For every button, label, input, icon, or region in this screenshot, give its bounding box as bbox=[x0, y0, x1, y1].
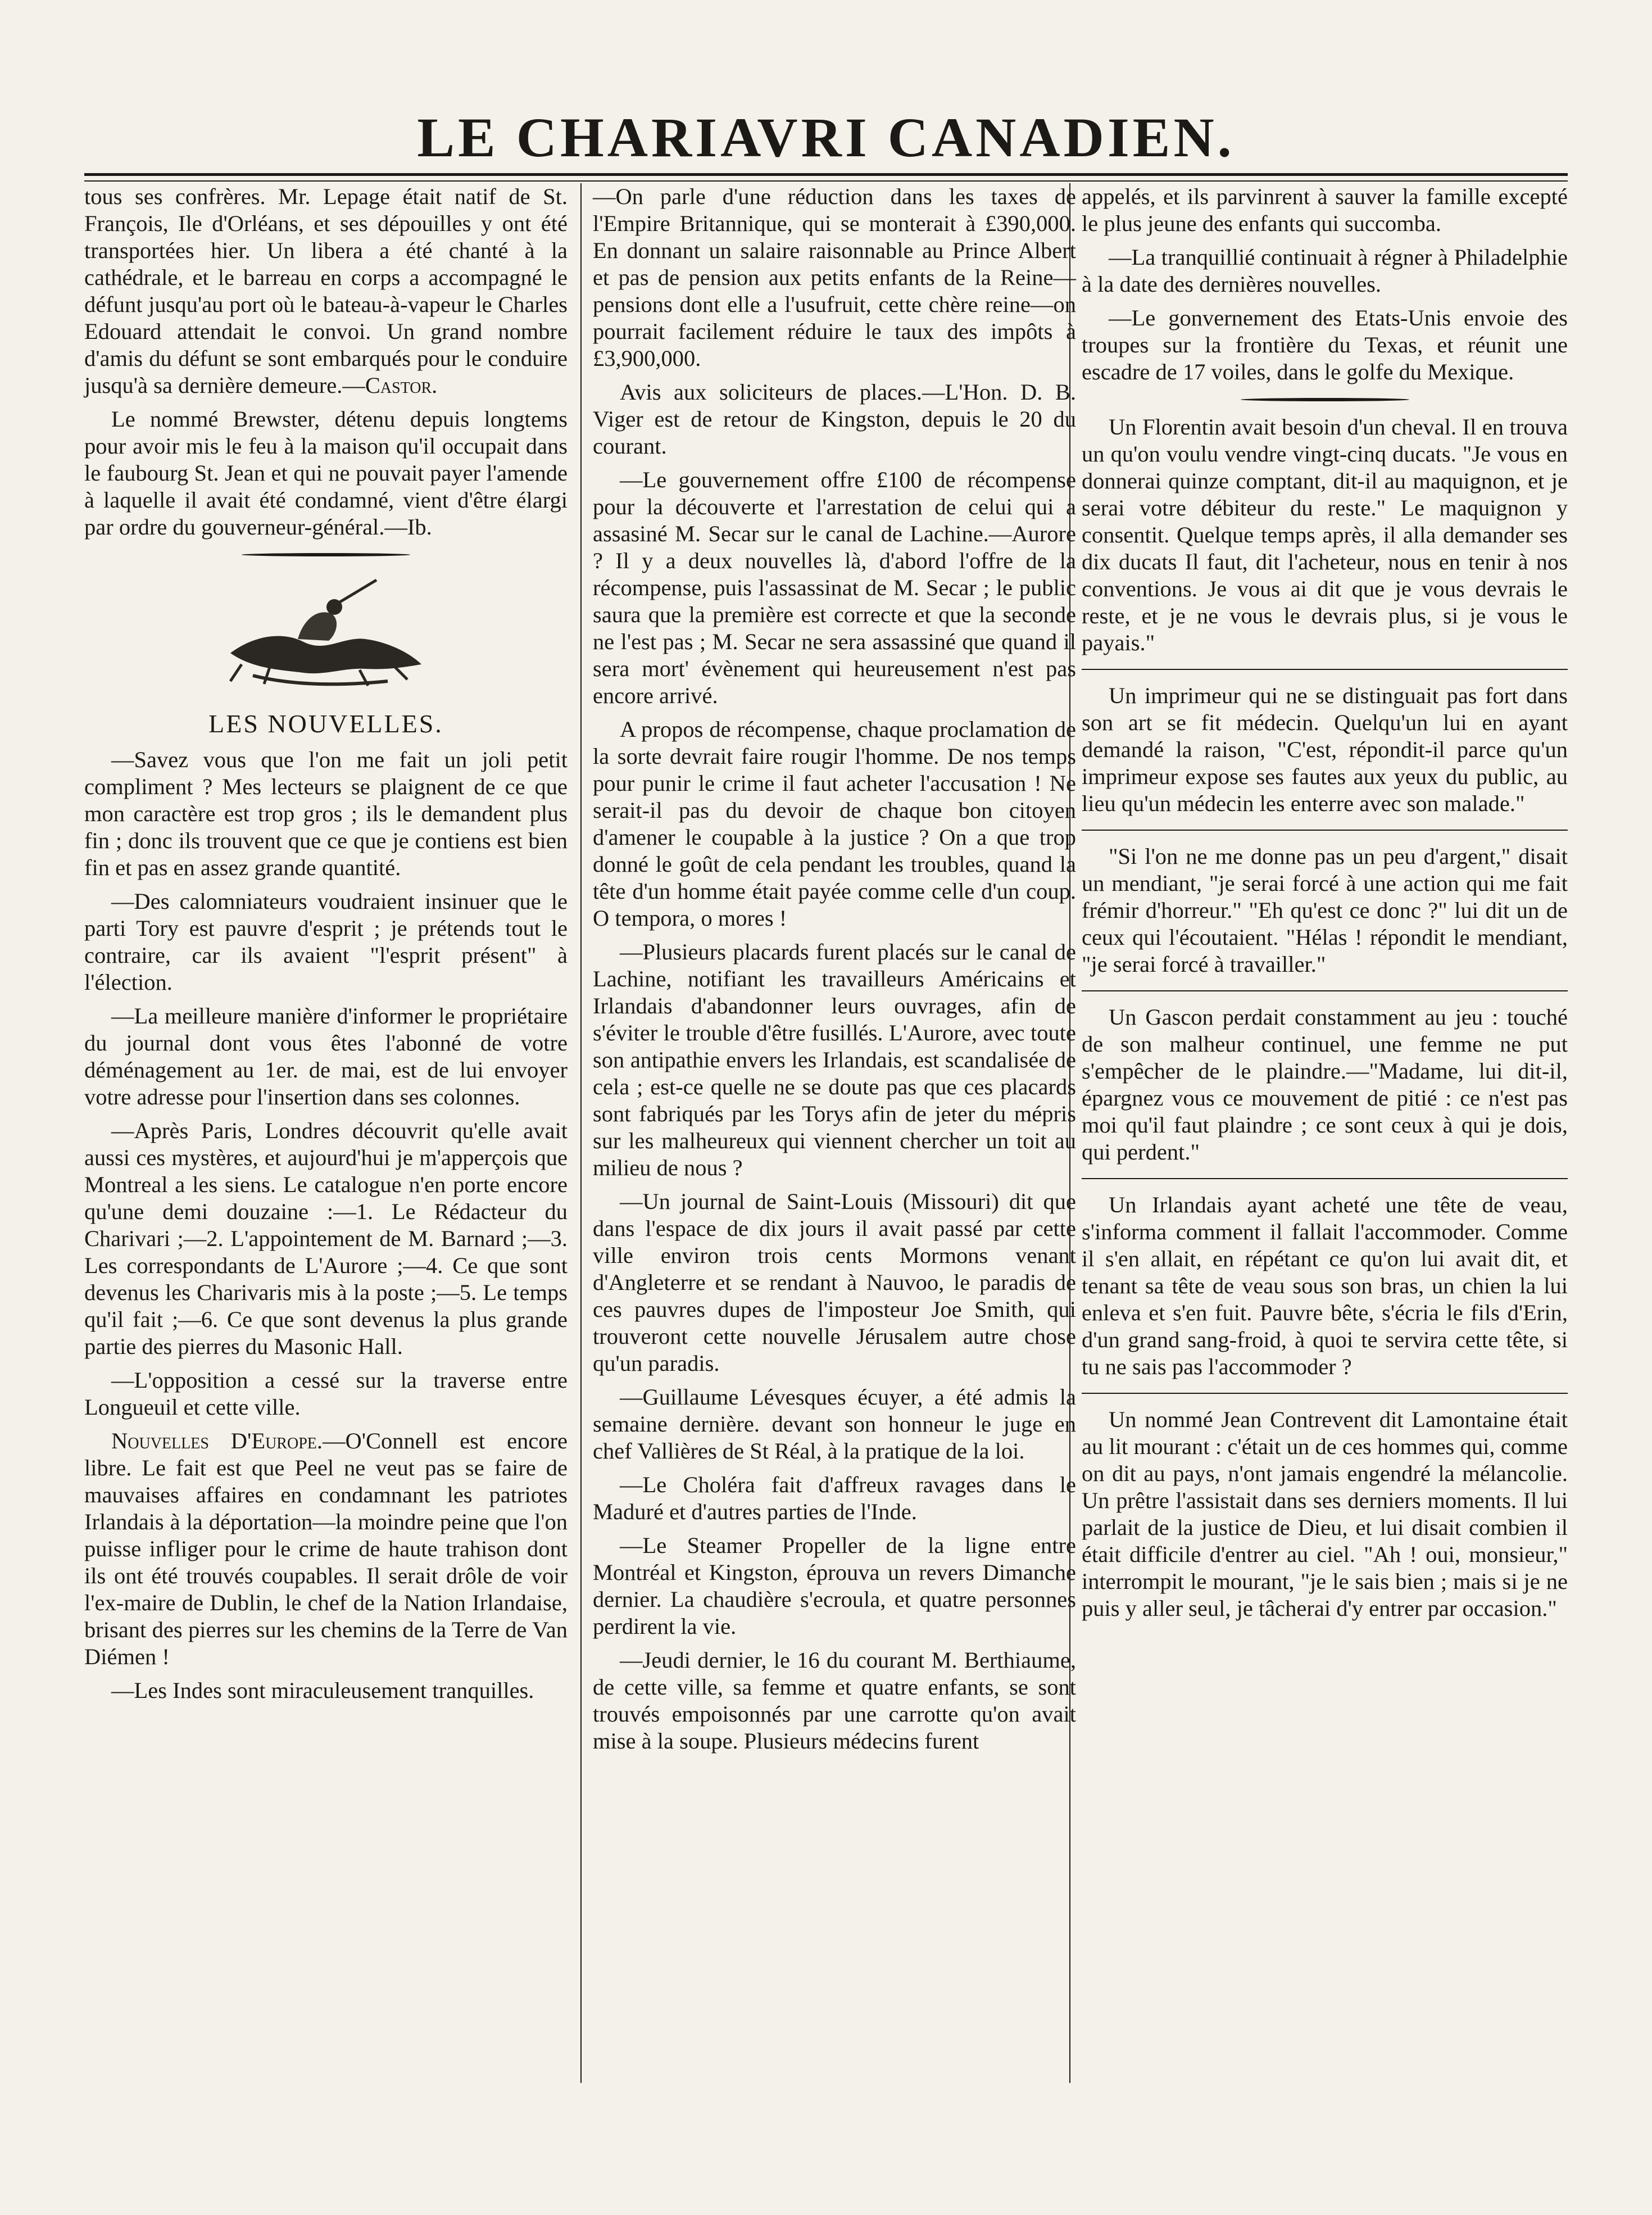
divider-rule bbox=[1082, 830, 1568, 831]
article-paragraph bbox=[84, 1428, 568, 1670]
divider-rule bbox=[1082, 990, 1568, 991]
article-paragraph: —Savez vous que l'on me fait un joli petit compliment ? Mes lecteurs se plaignent de ce que mon caractère est trop gros ; ils le demandent plus fin ; donc ils trouvent que ce que je contiens est bien fin et pas en assez grande quantité. bbox=[84, 747, 568, 880]
article-paragraph: —Jeudi dernier, le 16 du courant M. Berthiaume, de cette ville, sa femme et quatre enfants, se sont trouvés empoisonnés par une carrotte qu'on avait mise à la soupe. Plusieurs médecins furent bbox=[593, 1647, 1076, 1754]
article-paragraph: Un Florentin avait besoin d'un cheval. Il en trouva un qu'on voulu vendre vingt-cinq ducats. "Je vous en donnerai quinze comptant, dit-il au maquignon, et je serai votre débiteur du reste." Le maquignon y consentit. Quelque temps après, il alla demander ses dix ducats Il faut, dit l'acheteur, nous en tenir à nos conventions. Je vous ai dit que je vous devrais le reste, et je ne vous le devrais plus, si je vous le payais." bbox=[1082, 414, 1568, 655]
article-paragraph: —La meilleure manière d'informer le propriétaire du journal dont vous êtes l'abonné de votre déménagement au 1er. de mai, est de lui envoyer votre adresse pour l'insertion dans ses colonnes. bbox=[84, 1003, 568, 1109]
article-paragraph: —On parle d'une réduction dans les taxes de l'Empire Britannique, qui se monterait à £390,000. En donnant un salaire raisonnable au Prince Albert et pas de pension aux petits enfants de la Reine—pensions dont elle a l'usufruit, cette chère reine—on pourrait facilement réduire le taux des impôts à £3,900,000. bbox=[593, 184, 1076, 371]
divider-rule bbox=[1082, 669, 1568, 670]
article-text: —O'Connell est encore libre. Le fait est que Peel ne veut pas se faire de mauvaises affaires en condamnant les patriotes Irlandais à la déportation—la moindre peine que l'on puisse infliger pour le crime de haute trahison dont ils ont été trouvés coupables. Il serait drôle de voir l'ex-maire de Dublin, le chef de la Nation Irlandaise, brisant des pierres sur les chemins de la Terre de Van Diémen ! bbox=[84, 1428, 568, 1669]
article-paragraph: —Guillaume Lévesques écuyer, a été admis la semaine dernière. devant son honneur le juge en chef Vallières de St Réal, à la pratique de la loi. bbox=[593, 1384, 1076, 1464]
article-signature: Castor. bbox=[365, 373, 438, 398]
divider-rule bbox=[1082, 1393, 1568, 1394]
article-paragraph: —Le Steamer Propeller de la ligne entre Montréal et Kingston, éprouva un revers Dimanche dernier. La chaudière s'ecroula, et quatre personnes perdirent la vie. bbox=[593, 1533, 1076, 1639]
column-3 bbox=[1082, 183, 1568, 1629]
masthead-rule bbox=[84, 173, 1568, 182]
article-paragraph: —Le Choléra fait d'affreux ravages dans le Maduré et d'autres parties de l'Inde. bbox=[593, 1472, 1076, 1524]
article-paragraph: —Les Indes sont miraculeusement tranquilles. bbox=[111, 1678, 534, 1703]
article-paragraph: Un nommé Jean Contrevent dit Lamontaine était au lit mourant : c'était un de ces hommes qui, comme on dit au pays, n'ont jamais engendré la mélancolie. Un prêtre l'assistait dans ses derniers moments. Il lui parlait de la justice de Dieu, et lui disait combien il était difficile d'entrer au ciel. "Ah ! oui, monsieur," interrompit le mourant, "je le sais bien ; mais si je ne puis y aller seul, je tâcherai d'y entrer par occasion." bbox=[1082, 1407, 1568, 1621]
column-1 bbox=[84, 183, 568, 1711]
article-paragraph: —Un journal de Saint-Louis (Missouri) dit que dans l'espace de dix jours il avait passé par cette ville environ trois cents Mormons venant d'Angleterre et se rendant à Nauvoo, le paradis de ces pauvres dupes de l'imposteur Joe Smith, qui trouveront cette nouvelle Jérusalem autre chose qu'un paradis. bbox=[593, 1189, 1076, 1376]
ornamental-rule bbox=[1241, 398, 1409, 401]
article-lead: Nouvelles D'Europe. bbox=[111, 1428, 323, 1453]
article-paragraph: —L'opposition a cessé sur la traverse entre Longueuil et cette ville. bbox=[84, 1367, 568, 1420]
section-title: LES NOUVELLES. bbox=[208, 709, 443, 738]
article-paragraph: A propos de récompense, chaque proclamation de la sorte devrait faire rougir l'homme. De nos temps pour punir le crime il faut acheter l'accusation ! Ne serait-il pas du devoir de chaque bon citoyen d'amener le coupable à la justice ? On a que trop donné le goût de cela pendant les troubles, quand la tête d'un homme était payée comme celle d'un coup. O tempora, o mores ! bbox=[593, 717, 1076, 931]
article-paragraph: —Le gonvernement des Etats-Unis envoie des troupes sur la frontière du Texas, et réunit une escadre de 17 voiles, dans le golfe du Mexique. bbox=[1082, 305, 1568, 384]
article-paragraph: "Si l'on ne me donne pas un peu d'argent," disait un mendiant, "je serai forcé à une action qui me fait frémir d'horreur." "Eh qu'est ce donc ?" lui dit un de ceux qui l'écoutaient. "Hélas ! répondit le mendiant, "je serai forcé à travailler." bbox=[1082, 844, 1568, 977]
article-paragraph: Un imprimeur qui ne se distinguait pas fort dans son art se fit médecin. Quelqu'un lui en ayant demandé la raison, "C'est, répondit-il parce qu'un imprimeur expose ses fautes aux yeux du public, au lieu qu'un médecin les enterre avec son malade." bbox=[1082, 683, 1568, 816]
newspaper-title: LE CHARIAVRI CANADIEN. bbox=[417, 106, 1235, 169]
article-paragraph bbox=[84, 183, 568, 399]
article-paragraph: appelés, et ils parvinrent à sauver la famille excepté le plus jeune des enfants qui succomba. bbox=[1082, 184, 1568, 236]
article-paragraph: —La tranquillié continuait à régner à Philadelphie à la date des dernières nouvelles. bbox=[1082, 244, 1568, 297]
divider-rule bbox=[1082, 1178, 1568, 1179]
column-2 bbox=[593, 183, 1076, 1761]
column-divider bbox=[580, 183, 582, 2083]
article-paragraph: —Des calomniateurs voudraient insinuer que le parti Tory est pauvre d'esprit ; je prétends tout le contraire, car ils avaient "l'esprit présent" à l'élection. bbox=[84, 889, 568, 995]
article-paragraph: —Plusieurs placards furent placés sur le canal de Lachine, notifiant les travailleurs Américains et Irlandais d'abandonner leurs ouvrages, afin de s'éviter le trouble d'être fusillés. L'Aurore, avec toute son antipathie envers les Irlandais, est scandalisée de cela ; est-ce quelle ne se doute pas que ces placards sont fabriqués par les Torys afin de jeter du mépris sur les malheureux qui viennent chercher un toit au milieu de nous ? bbox=[593, 939, 1076, 1180]
article-text: tous ses confrères. Mr. Lepage était natif de St. François, Ile d'Orléans, et ses dépouilles y ont été transportées hier. Un libera a été chanté à la cathédrale, et le barreau en corps a accompagné le défunt jusqu'au port où le bateau-à-vapeur le Charles Edouard attendait le convoi. Un grand nombre d'amis du défunt se sont embarqués pour le conduire jusqu'à sa dernière demeure.— bbox=[84, 184, 568, 398]
article-paragraph: Le nommé Brewster, détenu depuis longtems pour avoir mis le feu à la maison qu'il occupait dans le faubourg St. Jean et qui ne pouvait payer l'amende à laquelle il avait été condamné, vient d'être élargi par ordre du gouverneur-général.—Ib. bbox=[84, 406, 568, 540]
article-paragraph: Un Irlandais ayant acheté une tête de veau, s'informa comment il fallait l'accommoder. Comme il s'en allait, en répétant ce qu'on lui avait dit, et tenant sa tête de veau sous son bras, un chien la lui enleva et s'en fuit. Pauvre bête, s'écria le fils d'Erin, d'un grand sang-froid, à quoi te servira cette tête, si tu ne sais pas l'accommoder ? bbox=[1082, 1192, 1568, 1379]
masthead bbox=[0, 104, 1652, 171]
article-paragraph: —Après Paris, Londres découvrit qu'elle avait aussi ces mystères, et aujourd'hui je m'apperçois que Montreal a les siens. Le catalogue n'en porte encore qu'une demi douzaine :—1. Le Rédacteur du Charivari ;—2. L'appointement de M. Barnard ;—3. Les correspondants de L'Aurore ;—4. Ce que sont devenus les Charivaris mis à la poste ;—5. Le temps qu'il fait ;—6. Ce que sont devenus la plus grande partie des pierres du Masonic Hall. bbox=[84, 1118, 568, 1359]
engraving-illustration bbox=[219, 569, 433, 698]
article-paragraph: —Le gouvernement offre £100 de récompense pour la découverte et l'arrestation de celui qui a assasiné M. Secar sur le canal de Lachine.—Aurore ? Il y a deux nouvelles là, d'abord l'offre de la récompense, puis l'assassinat de M. Secar ; le public saura que la première est correcte et que la seconde ne l'est pas ; M. Secar ne sera assassiné que quand il sera mort' évènement qui heureusement n'est pas encore arrivé. bbox=[593, 467, 1076, 708]
ornamental-rule bbox=[242, 553, 410, 556]
article-paragraph: Avis aux soliciteurs de places.—L'Hon. D. B. Viger est de retour de Kingston, depuis le 20 du courant. bbox=[593, 379, 1076, 459]
article-paragraph: Un Gascon perdait constamment au jeu : touché de son malheur continuel, une femme ne put s'empêcher de le plaindre.—"Madame, lui dit-il, épargnez vous ce mouvement de pitié : ce n'est pas moi qu'il faut plaindre ; ce sont ceux à qui je dois, qui perdent." bbox=[1082, 1004, 1568, 1165]
